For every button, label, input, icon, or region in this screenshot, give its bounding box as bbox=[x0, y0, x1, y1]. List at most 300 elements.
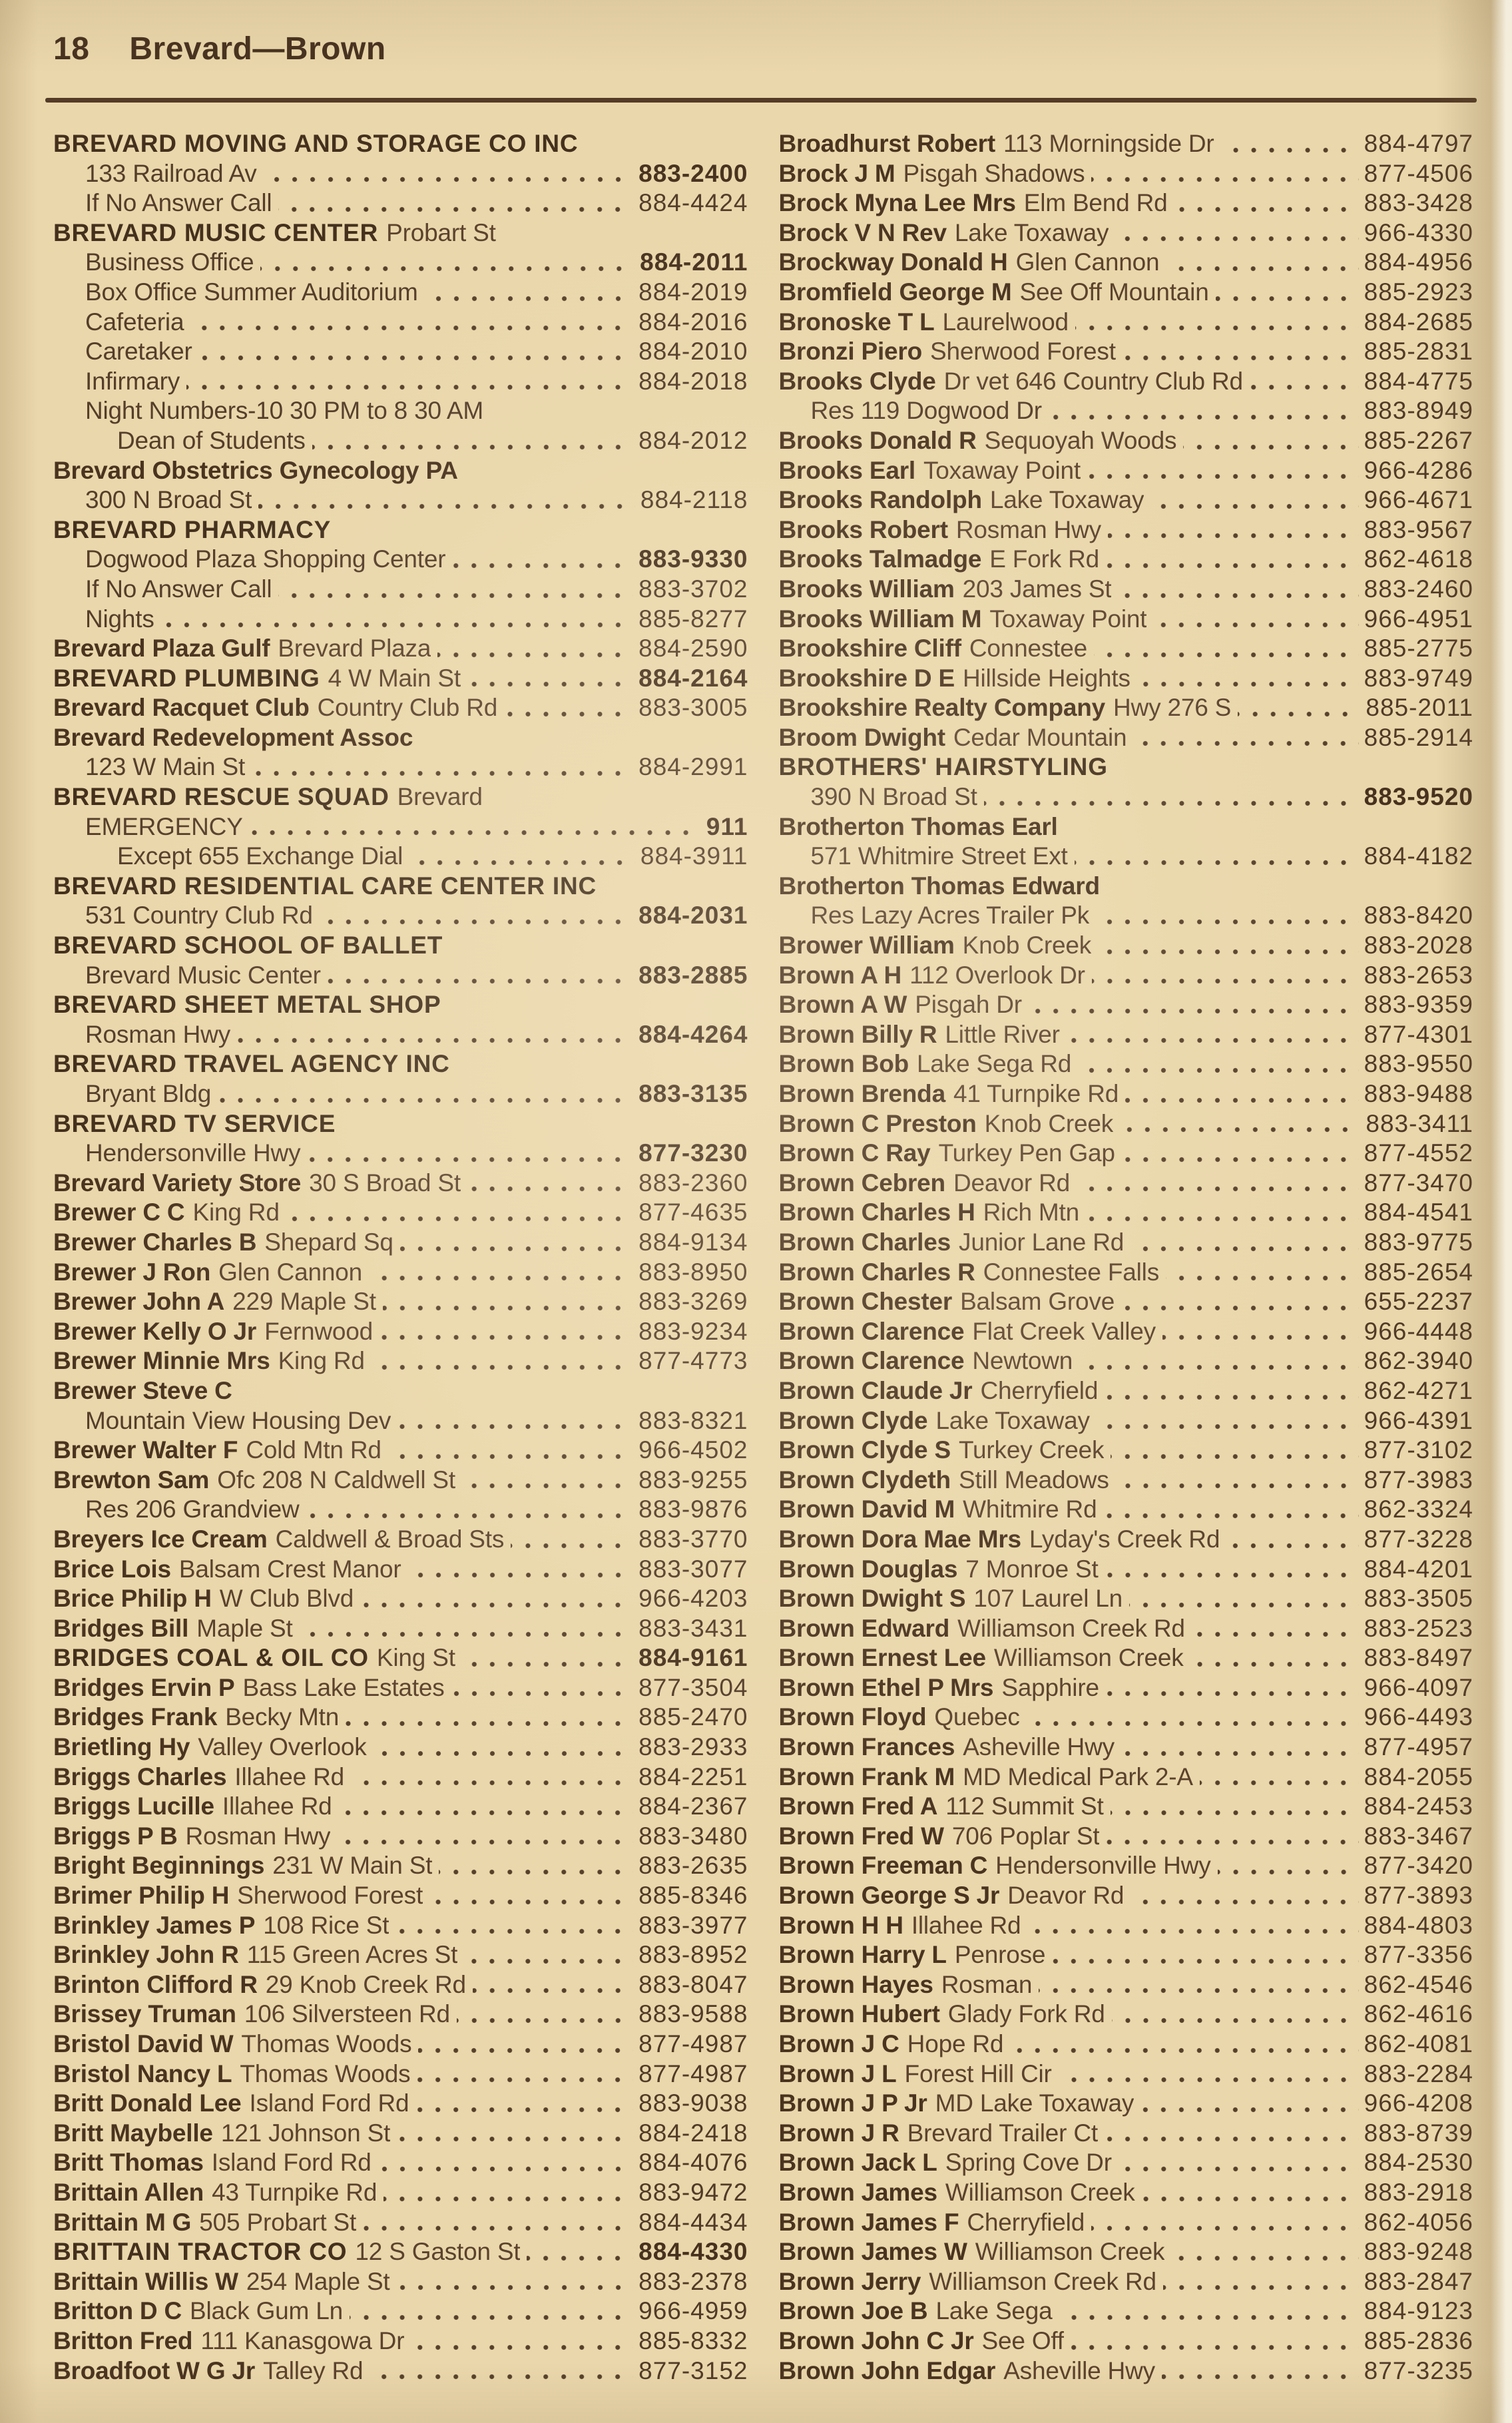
entry-name: Brown John C Jr bbox=[778, 2326, 974, 2354]
entry-address: MD Lake Toxaway bbox=[935, 2089, 1134, 2117]
dot-leader bbox=[473, 1970, 633, 2000]
entry-name: Cafeteria bbox=[85, 308, 184, 336]
entry-address: Newtown bbox=[972, 1347, 1073, 1375]
entry-address: Connestee bbox=[969, 635, 1088, 663]
entry-address: Lake Toxaway bbox=[935, 1406, 1090, 1434]
directory-entry bbox=[779, 2059, 1474, 2089]
entry-phone: 877-3983 bbox=[1364, 1466, 1473, 1493]
directory-entry bbox=[779, 337, 1474, 367]
dot-leader bbox=[439, 1851, 633, 1881]
entry-name: Brevard Redevelopment Assoc bbox=[53, 723, 413, 751]
dot-leader bbox=[467, 1169, 633, 1199]
dot-leader bbox=[264, 159, 634, 189]
entry-name: Brown Dora Mae Mrs bbox=[778, 1525, 1021, 1553]
entry-address: Lake Sega bbox=[935, 2297, 1053, 2325]
directory-entry bbox=[53, 634, 748, 664]
entry-name: Brotherton Thomas Earl bbox=[778, 812, 1058, 840]
dot-leader bbox=[1071, 2326, 1359, 2356]
entry-address: Williamson Creek bbox=[975, 2238, 1165, 2266]
entry-phone: 883-2378 bbox=[638, 2267, 748, 2295]
entry-name: Night Numbers-10 30 PM to 8 30 AM bbox=[85, 397, 484, 425]
entry-address: Forest Hill Cir bbox=[904, 2059, 1052, 2087]
dot-leader bbox=[338, 1792, 633, 1822]
entry-phone: 883-9588 bbox=[638, 2000, 748, 2028]
dot-leader bbox=[383, 2178, 633, 2208]
entry-phone: 883-2460 bbox=[1364, 575, 1473, 603]
entry-name: Britton D C bbox=[53, 2297, 182, 2325]
entry-address: 29 Knob Creek Rd bbox=[265, 1970, 466, 1998]
entry-phone: 884-4201 bbox=[1364, 1555, 1473, 1583]
entry-phone: 883-3702 bbox=[638, 575, 748, 603]
dot-leader bbox=[1171, 2237, 1358, 2267]
entry-address: Country Club Rd bbox=[317, 694, 498, 722]
entry-phone: 883-2885 bbox=[638, 961, 748, 989]
entry-name: Brown Claude Jr bbox=[778, 1376, 973, 1404]
dot-leader bbox=[1092, 961, 1359, 991]
directory-entry bbox=[779, 2000, 1474, 2029]
directory-entry bbox=[779, 1198, 1474, 1228]
directory-entry bbox=[53, 1466, 748, 1495]
dot-leader bbox=[186, 367, 633, 397]
entry-phone: 862-4546 bbox=[1364, 1970, 1473, 1998]
entry-address: Sherwood Forest bbox=[930, 338, 1116, 366]
dot-leader bbox=[1087, 456, 1359, 486]
directory-entry bbox=[779, 2178, 1474, 2208]
entry-phone: 885-2836 bbox=[1364, 2326, 1473, 2354]
entry-phone: 877-4635 bbox=[638, 1199, 748, 1226]
directory-entry bbox=[53, 2059, 748, 2089]
directory-entry bbox=[53, 1673, 748, 1703]
entry-address: Hwy 276 S bbox=[1113, 694, 1232, 722]
entry-name: Brewer Walter F bbox=[53, 1436, 238, 1464]
entry-name: Res 206 Grandview bbox=[85, 1495, 300, 1523]
entry-phone: 884-2018 bbox=[638, 367, 748, 395]
entry-phone: 884-2164 bbox=[638, 664, 748, 692]
entry-address: Junior Lane Rd bbox=[959, 1228, 1125, 1256]
entry-address: Sherwood Forest bbox=[237, 1882, 423, 1910]
entry-address: Rosman Hwy bbox=[955, 515, 1101, 543]
entry-phone: 883-8420 bbox=[1364, 902, 1473, 930]
entry-phone: 884-2590 bbox=[638, 635, 748, 663]
entry-address: Knob Creek bbox=[962, 932, 1092, 959]
entry-phone: 884-9123 bbox=[1364, 2297, 1473, 2325]
entry-phone: 883-9749 bbox=[1364, 664, 1473, 692]
entry-address: Hillside Heights bbox=[963, 664, 1131, 692]
directory-entry bbox=[779, 872, 1474, 902]
entry-address: Glen Cannon bbox=[218, 1258, 362, 1286]
entry-name: Brewer Charles B bbox=[53, 1228, 257, 1256]
entry-address: Cedar Mountain bbox=[953, 723, 1127, 751]
directory-entry bbox=[779, 2296, 1474, 2326]
entry-phone: 884-2055 bbox=[1364, 1762, 1473, 1790]
directory-entry bbox=[779, 1495, 1474, 1525]
entry-name: Bright Beginnings bbox=[53, 1852, 265, 1880]
dot-leader bbox=[1218, 1851, 1359, 1881]
entry-name: BREVARD PHARMACY bbox=[53, 515, 332, 543]
directory-entry bbox=[53, 931, 748, 961]
entry-phone: 885-2267 bbox=[1364, 426, 1473, 454]
entry-name: Brown James W bbox=[778, 2238, 967, 2266]
entry-name: Brookshire Cliff bbox=[778, 635, 961, 663]
entry-phone: 885-2654 bbox=[1364, 1258, 1473, 1286]
entry-name: Broadfoot W G Jr bbox=[53, 2356, 256, 2384]
entry-name: Brown Floyd bbox=[778, 1703, 927, 1731]
entry-phone: 884-3911 bbox=[640, 842, 748, 870]
entry-name: Brown Clarence bbox=[778, 1347, 965, 1375]
entry-phone: 883-2523 bbox=[1364, 1614, 1473, 1642]
dot-leader bbox=[346, 1703, 633, 1733]
dot-leader bbox=[397, 2119, 633, 2149]
entry-phone: 877-3228 bbox=[1364, 1525, 1473, 1553]
directory-entry bbox=[53, 1258, 748, 1288]
entry-name: Brinkley James P bbox=[53, 1911, 256, 1939]
dot-leader bbox=[1091, 2208, 1359, 2238]
directory-entry bbox=[53, 2119, 748, 2149]
directory-entry bbox=[779, 664, 1474, 694]
directory-entry bbox=[779, 367, 1474, 397]
entry-name: Res 119 Dogwood Dr bbox=[810, 397, 1042, 425]
entry-name: Brown Harry L bbox=[778, 1941, 947, 1969]
entry-phone: 877-3230 bbox=[638, 1139, 748, 1167]
dot-leader bbox=[1106, 1673, 1359, 1703]
dot-leader bbox=[1133, 723, 1358, 753]
entry-name: Brown Billy R bbox=[778, 1020, 937, 1048]
directory-entry bbox=[779, 1317, 1474, 1347]
directory-entry bbox=[779, 1346, 1474, 1376]
directory-entry bbox=[53, 1614, 748, 1644]
entry-name: Brown Charles H bbox=[778, 1199, 975, 1226]
entry-phone: 884-2991 bbox=[638, 753, 748, 781]
entry-name: Brittain M G bbox=[53, 2208, 192, 2236]
dot-leader bbox=[1075, 308, 1359, 338]
entry-phone: 883-3770 bbox=[638, 1525, 748, 1553]
entry-address: Illahee Rd bbox=[222, 1792, 332, 1820]
entry-phone: 884-2453 bbox=[1364, 1792, 1473, 1820]
directory-entry bbox=[53, 1584, 748, 1614]
dot-leader bbox=[218, 1079, 633, 1109]
directory-entry bbox=[53, 961, 748, 991]
entry-name: Brown Frances bbox=[778, 1733, 955, 1761]
entry-phone: 877-3504 bbox=[638, 1673, 748, 1701]
dot-leader bbox=[1118, 575, 1358, 605]
entry-phone: 966-4502 bbox=[638, 1436, 748, 1464]
directory-entry bbox=[779, 1643, 1474, 1673]
entry-phone: 883-2360 bbox=[638, 1169, 748, 1197]
entry-address: Flat Creek Valley bbox=[972, 1317, 1156, 1345]
entry-address: Asheville Hwy bbox=[963, 1733, 1115, 1761]
directory-entry bbox=[53, 159, 748, 189]
directory-columns bbox=[53, 129, 1473, 2386]
dot-leader bbox=[360, 1584, 633, 1614]
directory-entry bbox=[779, 1525, 1474, 1555]
directory-entry bbox=[779, 1851, 1474, 1881]
entry-phone: 884-4424 bbox=[638, 189, 748, 217]
dot-leader bbox=[1112, 2000, 1359, 2029]
directory-entry bbox=[779, 634, 1474, 664]
dot-leader bbox=[1142, 2178, 1359, 2208]
dot-leader bbox=[363, 2208, 633, 2238]
dot-leader bbox=[320, 901, 633, 931]
dot-leader bbox=[1029, 990, 1359, 1020]
entry-address: 231 W Main St bbox=[272, 1852, 433, 1880]
entry-phone: 966-4959 bbox=[638, 2297, 748, 2325]
directory-entry bbox=[53, 485, 748, 515]
entry-address: Illahee Rd bbox=[234, 1762, 345, 1790]
entry-phone: 883-2400 bbox=[638, 159, 748, 187]
entry-address: 43 Turnpike Rd bbox=[212, 2178, 378, 2206]
entry-name: Brewer Steve C bbox=[53, 1376, 232, 1404]
directory-entry bbox=[779, 129, 1474, 159]
dot-leader bbox=[504, 693, 633, 723]
entry-name: Brooks Robert bbox=[778, 515, 948, 543]
entry-name: Box Office Summer Auditorium bbox=[85, 278, 418, 306]
directory-entry bbox=[53, 1198, 748, 1228]
directory-column-left bbox=[53, 129, 748, 2386]
directory-entry bbox=[779, 515, 1474, 545]
entry-name: Brinkley John R bbox=[53, 1941, 239, 1969]
entry-address: Penrose bbox=[954, 1941, 1046, 1969]
entry-name: Brooks Clyde bbox=[778, 367, 936, 395]
header-rule bbox=[45, 98, 1477, 103]
entry-address: Asheville Hwy bbox=[1003, 2356, 1155, 2384]
dot-leader bbox=[161, 605, 633, 635]
entry-address: 108 Rice St bbox=[263, 1911, 389, 1939]
entry-phone: 883-3977 bbox=[638, 1911, 748, 1939]
entry-phone: 883-9472 bbox=[638, 2178, 748, 2206]
entry-address: Brevard Plaza bbox=[278, 635, 431, 663]
entry-address: E Fork Rd bbox=[989, 545, 1099, 573]
entry-address: Quebec bbox=[934, 1703, 1020, 1731]
entry-address: Cold Mtn Rd bbox=[246, 1436, 381, 1464]
entry-name: Dean of Students bbox=[117, 426, 306, 454]
entry-name: Mountain View Housing Dev bbox=[85, 1406, 391, 1434]
entry-phone: 966-4097 bbox=[1364, 1673, 1473, 1701]
directory-entry bbox=[779, 752, 1474, 782]
dot-leader bbox=[411, 2326, 633, 2356]
directory-entry bbox=[53, 1436, 748, 1466]
directory-entry bbox=[779, 605, 1474, 635]
dot-leader bbox=[260, 248, 634, 278]
entry-address: Pisgah Dr bbox=[915, 991, 1022, 1019]
entry-address: Shepard Sq bbox=[264, 1228, 393, 1256]
directory-entry bbox=[53, 2029, 748, 2059]
directory-entry bbox=[53, 2000, 748, 2029]
entry-phone: 884-2019 bbox=[638, 278, 748, 306]
entry-name: 123 W Main St bbox=[85, 753, 246, 781]
directory-entry bbox=[53, 1940, 748, 1970]
entry-phone: 885-2775 bbox=[1364, 635, 1473, 663]
dot-leader bbox=[1221, 129, 1359, 159]
entry-name: Brookshire Realty Company bbox=[778, 694, 1106, 722]
entry-name: Brooks William M bbox=[778, 605, 982, 633]
entry-address: Elm Bend Rd bbox=[1023, 189, 1168, 217]
entry-phone: 883-3480 bbox=[638, 1822, 748, 1850]
dot-leader bbox=[1226, 1525, 1358, 1555]
dot-leader bbox=[397, 1406, 633, 1436]
entry-phone: 883-8952 bbox=[638, 1941, 748, 1969]
entry-name: Brown J L bbox=[778, 2059, 897, 2087]
dot-leader bbox=[1097, 1406, 1359, 1436]
entry-name: Brown James bbox=[778, 2178, 937, 2206]
entry-name: Brice Lois bbox=[53, 1555, 171, 1583]
entry-phone: 966-4391 bbox=[1364, 1406, 1473, 1434]
dot-leader bbox=[1119, 2148, 1359, 2178]
entry-address: 254 Maple St bbox=[246, 2267, 390, 2295]
entry-phone: 883-8739 bbox=[1364, 2119, 1473, 2147]
dot-leader bbox=[337, 1822, 633, 1852]
entry-name: Brown George S Jr bbox=[778, 1882, 1000, 1910]
directory-entry bbox=[779, 1584, 1474, 1614]
entry-name: BREVARD RESCUE SQUAD bbox=[53, 783, 389, 811]
entry-phone: 883-9038 bbox=[638, 2089, 748, 2117]
entry-name: Brock Myna Lee Mrs bbox=[778, 189, 1016, 217]
directory-entry bbox=[53, 308, 748, 338]
entry-name: Briggs Lucille bbox=[53, 1792, 214, 1820]
directory-entry bbox=[53, 337, 748, 367]
entry-phone: 877-4301 bbox=[1364, 1020, 1473, 1048]
dot-leader bbox=[328, 961, 633, 991]
entry-name: Brewton Sam bbox=[53, 1466, 210, 1493]
directory-entry bbox=[53, 248, 748, 278]
directory-entry bbox=[53, 1169, 748, 1199]
entry-name: Brown Charles bbox=[778, 1228, 951, 1256]
directory-entry bbox=[53, 2208, 748, 2238]
entry-name: BRIDGES COAL & OIL CO bbox=[53, 1644, 369, 1672]
entry-phone: 877-3420 bbox=[1364, 1852, 1473, 1880]
entry-address: Still Meadows bbox=[958, 1466, 1109, 1493]
entry-address: Valley Overlook bbox=[198, 1733, 367, 1761]
entry-phone: 884-2031 bbox=[638, 902, 748, 930]
entry-name: 571 Whitmire Street Ext bbox=[810, 842, 1068, 870]
entry-address: Glady Fork Rd bbox=[947, 2000, 1105, 2028]
entry-address: Deavor Rd bbox=[1007, 1882, 1125, 1910]
entry-name: Brown Brenda bbox=[778, 1080, 945, 1107]
entry-address: Turkey Pen Gap bbox=[938, 1139, 1115, 1167]
dot-leader bbox=[1105, 1376, 1358, 1406]
entry-name: Brewer C C bbox=[53, 1199, 185, 1226]
entry-address: Illahee Rd bbox=[911, 1911, 1021, 1939]
entry-phone: 862-4271 bbox=[1364, 1376, 1473, 1404]
directory-entry bbox=[53, 1376, 748, 1406]
entry-phone: 884-4264 bbox=[638, 1020, 748, 1048]
directory-entry bbox=[779, 2208, 1474, 2238]
entry-name: BREVARD MOVING AND STORAGE CO INC bbox=[53, 130, 579, 157]
dot-leader bbox=[1103, 1495, 1358, 1525]
entry-address: 113 Morningside Dr bbox=[1003, 130, 1214, 157]
dot-leader bbox=[1140, 2089, 1358, 2119]
entry-name: Brice Philip H bbox=[53, 1585, 212, 1613]
entry-name: BREVARD PLUMBING bbox=[53, 664, 320, 692]
entry-name: Breyers Ice Cream bbox=[53, 1525, 268, 1553]
entry-phone: 883-2028 bbox=[1364, 932, 1473, 959]
entry-phone: 883-9550 bbox=[1364, 1050, 1473, 1078]
entry-phone: 877-4987 bbox=[638, 2059, 748, 2087]
directory-entry bbox=[53, 605, 748, 635]
dot-leader bbox=[1190, 1643, 1359, 1673]
entry-name: Brown Clydeth bbox=[778, 1466, 951, 1493]
dot-leader bbox=[451, 1673, 634, 1703]
dot-leader bbox=[1052, 1940, 1358, 1970]
entry-address: Pisgah Shadows bbox=[903, 159, 1085, 187]
entry-name: 531 Country Club Rd bbox=[85, 902, 313, 930]
entry-name: Brown J P Jr bbox=[778, 2089, 927, 2117]
dot-leader bbox=[1250, 367, 1359, 397]
dot-leader bbox=[1111, 1436, 1358, 1466]
entry-address: Connestee Falls bbox=[983, 1258, 1159, 1286]
entry-phone: 884-2367 bbox=[638, 1792, 748, 1820]
entry-name: 390 N Broad St bbox=[810, 783, 977, 811]
dot-leader bbox=[312, 426, 633, 456]
directory-entry bbox=[53, 752, 748, 782]
entry-name: Brown A H bbox=[778, 961, 902, 989]
directory-entry bbox=[779, 1822, 1474, 1852]
dot-leader bbox=[278, 188, 633, 218]
directory-entry bbox=[53, 1346, 748, 1376]
entry-address: Brevard bbox=[397, 783, 483, 811]
entry-address: Thomas Woods bbox=[240, 2059, 411, 2087]
dot-leader bbox=[395, 1911, 633, 1941]
directory-entry bbox=[53, 1317, 748, 1347]
entry-phone: 883-3428 bbox=[1364, 189, 1473, 217]
entry-address: Balsam Grove bbox=[960, 1288, 1115, 1316]
entry-phone: 966-4203 bbox=[638, 1585, 748, 1613]
entry-phone: 883-3467 bbox=[1364, 1822, 1473, 1850]
dot-leader bbox=[1039, 1970, 1358, 2000]
entry-name: Brown Clarence bbox=[778, 1317, 965, 1345]
entry-phone: 966-4286 bbox=[1364, 456, 1473, 484]
dot-leader bbox=[374, 1733, 634, 1762]
entry-name: Brown Dwight S bbox=[778, 1585, 966, 1613]
entry-name: Brown C Preston bbox=[778, 1109, 977, 1137]
dot-leader bbox=[383, 1287, 633, 1317]
entry-phone: 884-4076 bbox=[638, 2149, 748, 2177]
entry-name: Brown Joe B bbox=[778, 2297, 928, 2325]
directory-entry bbox=[779, 990, 1474, 1020]
entry-phone: 966-4448 bbox=[1364, 1317, 1473, 1345]
entry-phone: 883-9359 bbox=[1364, 991, 1473, 1019]
directory-entry bbox=[779, 2148, 1474, 2178]
dot-leader bbox=[417, 2059, 633, 2089]
directory-entry bbox=[53, 545, 748, 575]
entry-address: Williamson Creek bbox=[993, 1644, 1184, 1672]
dot-leader bbox=[250, 812, 701, 842]
entry-name: Brown Fred A bbox=[778, 1792, 938, 1820]
entry-phone: 883-8950 bbox=[638, 1258, 748, 1286]
entry-phone: 884-4182 bbox=[1364, 842, 1473, 870]
entry-name: Nights bbox=[85, 605, 154, 633]
dot-leader bbox=[457, 2000, 633, 2029]
entry-name: Brock V N Rev bbox=[778, 218, 947, 246]
dot-leader bbox=[1105, 2119, 1359, 2149]
directory-entry bbox=[779, 782, 1474, 812]
directory-entry bbox=[779, 931, 1474, 961]
entry-phone: 883-3135 bbox=[638, 1080, 748, 1107]
dot-leader bbox=[1120, 1109, 1360, 1139]
entry-address: Cherryfield bbox=[967, 2208, 1085, 2236]
directory-entry bbox=[779, 1792, 1474, 1822]
entry-address: 505 Probart St bbox=[199, 2208, 357, 2236]
directory-entry bbox=[53, 1822, 748, 1852]
entry-phone: 884-9134 bbox=[638, 1228, 748, 1256]
directory-entry bbox=[779, 456, 1474, 486]
entry-phone: 877-4552 bbox=[1364, 1139, 1473, 1167]
entry-name: Briggs P B bbox=[53, 1822, 178, 1850]
directory-entry bbox=[53, 1762, 748, 1792]
directory-entry bbox=[53, 1228, 748, 1258]
entry-phone: 884-4956 bbox=[1364, 248, 1473, 276]
entry-address: Probart St bbox=[386, 218, 496, 246]
dot-leader bbox=[351, 1762, 633, 1792]
